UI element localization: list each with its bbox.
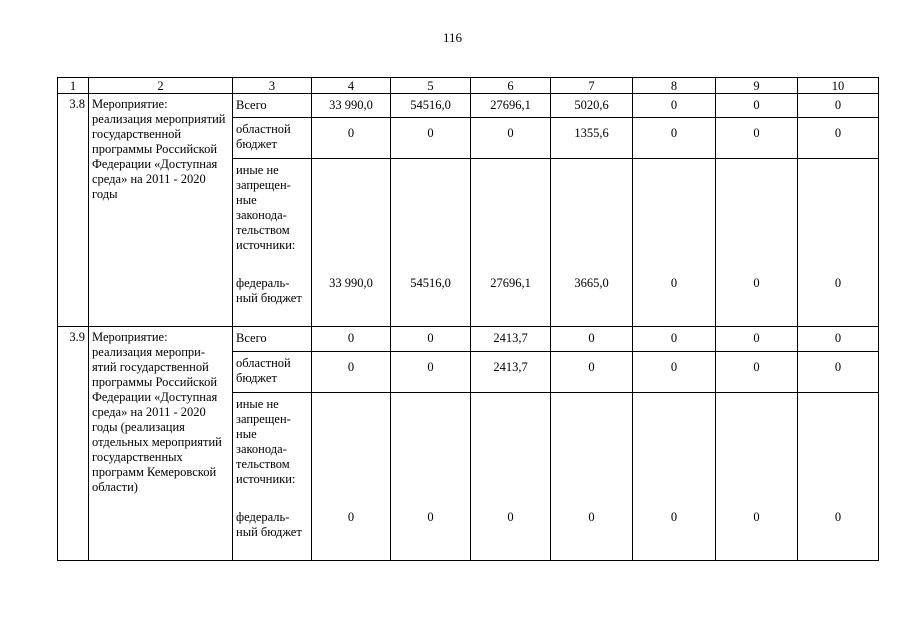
column-number: 1 — [58, 78, 89, 94]
table-row — [58, 94, 879, 118]
value-cell: 33 990,0 — [312, 159, 391, 327]
value-cell: 0 — [312, 118, 391, 159]
funding-source: федераль-ный бюджет — [236, 510, 302, 539]
value-cell: 0 — [633, 393, 716, 561]
value-cell: 0 — [716, 393, 798, 561]
value-cell: 1355,6 — [551, 118, 633, 159]
value-cell: 0 — [471, 118, 551, 159]
value-cell: 0 — [798, 327, 879, 352]
value-cell: 33 990,0 — [312, 94, 391, 118]
column-number: 8 — [633, 78, 716, 94]
value-cell: 0 — [391, 118, 471, 159]
value-cell: 0 — [716, 327, 798, 352]
page-number: 116 — [442, 30, 463, 45]
column-number: 10 — [798, 78, 879, 94]
value-cell: 2413,7 — [471, 327, 551, 352]
column-number: 2 — [89, 78, 233, 94]
activity-name: Мероприятие: реализация меропри-ятий государственной программы Российской Федерации «Доступная среда» на 2011 - 2020 годы (реализация отдельных мероприятий государственных программ Кемеровской области) — [89, 327, 233, 561]
funding-source-group — [233, 393, 312, 561]
value-cell: 0 — [716, 159, 798, 327]
funding-source: областной бюджет — [233, 352, 312, 393]
value-cell: 0 — [633, 352, 716, 393]
column-number: 7 — [551, 78, 633, 94]
value-cell: 0 — [551, 352, 633, 393]
value-cell: 27696,1 — [471, 159, 551, 327]
column-number: 6 — [471, 78, 551, 94]
value-cell: 0 — [798, 352, 879, 393]
budget-table — [57, 77, 879, 561]
value-cell: 0 — [312, 327, 391, 352]
value-cell: 0 — [391, 393, 471, 561]
activity-name: Мероприятие: реализация мероприятий государственной программы Российской Федерации «Доступная среда» на 2011 - 2020 годы — [89, 94, 233, 327]
funding-source: областной бюджет — [233, 118, 312, 159]
value-cell: 0 — [391, 327, 471, 352]
value-cell: 0 — [798, 393, 879, 561]
row-number: 3.8 — [58, 94, 89, 327]
value-cell: 0 — [716, 94, 798, 118]
other-sources-heading: иные не запрещен-ные законода-тельством источники: — [236, 163, 296, 252]
value-cell: 0 — [391, 352, 471, 393]
funding-source: Всего — [233, 327, 312, 352]
value-cell: 0 — [798, 118, 879, 159]
column-number: 4 — [312, 78, 391, 94]
value-cell: 0 — [798, 94, 879, 118]
value-cell: 54516,0 — [391, 94, 471, 118]
value-cell: 2413,7 — [471, 352, 551, 393]
column-number-row — [58, 78, 879, 94]
table-row — [58, 327, 879, 352]
value-cell: 0 — [716, 118, 798, 159]
value-cell: 0 — [312, 393, 391, 561]
funding-source: Всего — [233, 94, 312, 118]
other-sources-heading: иные не запрещен-ные законода-тельством источники: — [236, 397, 296, 486]
value-cell: 0 — [633, 118, 716, 159]
column-number: 3 — [233, 78, 312, 94]
value-cell: 0 — [551, 393, 633, 561]
value-cell: 27696,1 — [471, 94, 551, 118]
value-cell: 0 — [551, 327, 633, 352]
column-number: 9 — [716, 78, 798, 94]
value-cell: 0 — [633, 327, 716, 352]
value-cell: 3665,0 — [551, 159, 633, 327]
column-number: 5 — [391, 78, 471, 94]
value-cell: 0 — [633, 94, 716, 118]
value-cell: 0 — [633, 159, 716, 327]
row-number: 3.9 — [58, 327, 89, 561]
value-cell: 0 — [798, 159, 879, 327]
funding-source-group — [233, 159, 312, 327]
value-cell: 0 — [312, 352, 391, 393]
value-cell: 0 — [716, 352, 798, 393]
value-cell: 5020,6 — [551, 94, 633, 118]
value-cell: 0 — [471, 393, 551, 561]
value-cell: 54516,0 — [391, 159, 471, 327]
funding-source: федераль-ный бюджет — [236, 276, 302, 305]
